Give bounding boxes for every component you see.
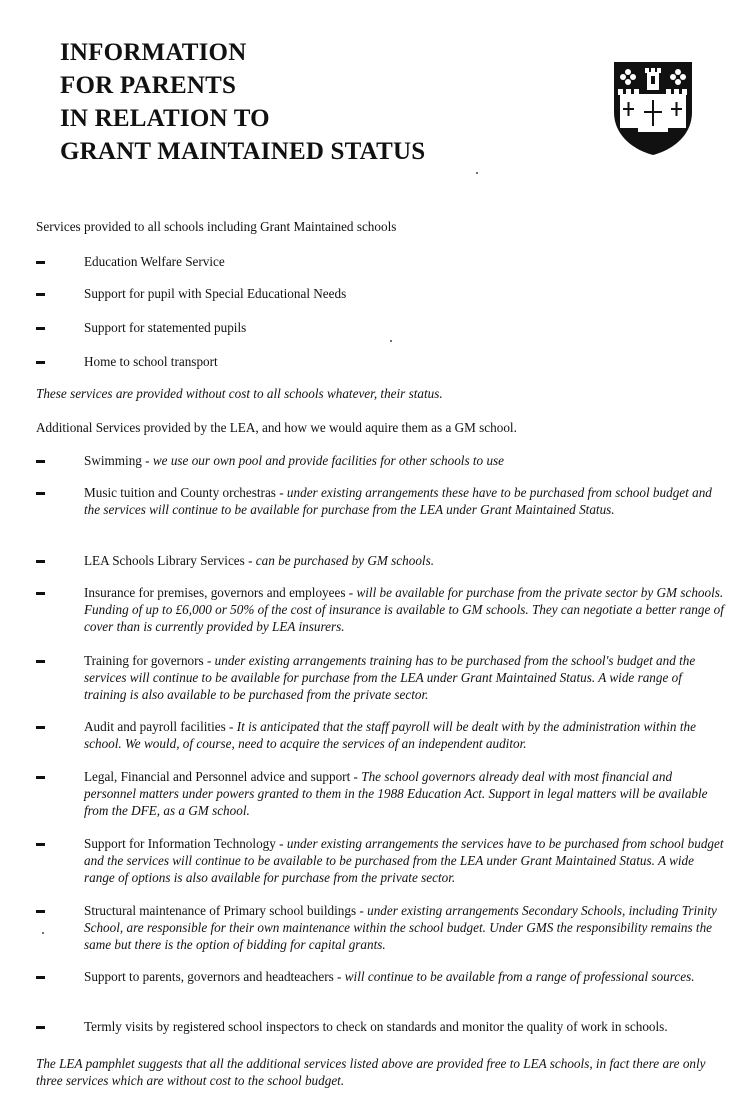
title-line: FOR PARENTS <box>60 72 237 99</box>
service-desc: we use our own pool and provide facilities for other schools to use <box>152 453 505 468</box>
bullet-dash-icon <box>36 361 45 364</box>
bullet-dash-icon <box>36 776 45 779</box>
bullet-dash-icon <box>36 492 45 495</box>
item-text: Home to school transport <box>84 354 218 369</box>
bullet-dash-icon <box>36 726 45 729</box>
service-desc: will continue to be available from a range of professional sources. <box>344 969 695 984</box>
scan-speck <box>476 172 478 174</box>
service-desc: The school governors already deal with most financial and personnel matters under powers granted to them in the 1988 Education Act. Support in legal matters will be available from the DFE, as a GM school. <box>84 769 708 818</box>
bullet-dash-icon <box>36 327 45 330</box>
section-heading: Additional Services provided by the LEA, and how we would aquire them as a GM school. <box>36 420 517 435</box>
footer-note: The LEA pamphlet suggests that all the additional services listed above are provided free to LEA schools, in fact there are only three services which are without cost to the school budget. <box>36 1056 706 1088</box>
bullet-dash-icon <box>36 293 45 296</box>
service-name: Insurance for premises, governors and employees - <box>84 585 354 600</box>
bullet-dash-icon <box>36 560 45 563</box>
bullet-dash-icon <box>36 976 45 979</box>
section-note: These services are provided without cost to all schools whatever, their status. <box>36 386 443 401</box>
service-desc: will be available for purchase from the private sector by GM schools. Funding of up to £6,000 or 50% of the cost of insurance is available to GM schools. They can negotiate a better range of cover than is currently provided by LEA insurers. <box>84 585 724 634</box>
service-desc: can be purchased by GM schools. <box>255 553 435 568</box>
bullet-dash-icon <box>36 460 45 463</box>
bullet-dash-icon <box>36 592 45 595</box>
item-text: Support for pupil with Special Educational Needs <box>84 286 347 301</box>
scan-speck <box>42 932 44 934</box>
service-desc: under existing arrangements these have to be purchased from school budget and the services will continue to be available for purchase from the LEA under Grant Maintained Status. <box>84 485 712 517</box>
service-name: Support for Information Technology - <box>84 836 284 851</box>
item-text: Support for statemented pupils <box>84 320 247 335</box>
service-name: Training for governors - <box>84 653 212 668</box>
service-name: Audit and payroll facilities - <box>84 719 234 734</box>
title-line: INFORMATION <box>60 39 247 66</box>
service-desc: It is anticipated that the staff payroll will be dealt with by the administration within the school. We would, of course, need to acquire the services of an independent auditor. <box>84 719 696 751</box>
service-desc: under existing arrangements training has to be purchased from the school's budget and the services will continue to be available for purchase from the LEA under Grant Maintained Status. A wide range of training is also available to be purchased from the private sector. <box>84 653 696 702</box>
service-name: Swimming - <box>84 453 150 468</box>
service-name: Music tuition and County orchestras - <box>84 485 284 500</box>
service-name: Termly visits by registered school inspectors to check on standards and monitor the quality of work in schools. <box>84 1019 668 1034</box>
service-desc: under existing arrangements the services have to be purchased from school budget and the services will continue to be available to be purchased from the LEA under Grant Maintained Status. A wide range of options is also available for purchase from the private sector. <box>84 836 724 885</box>
service-name: Support to parents, governors and headteachers - <box>84 969 342 984</box>
service-name: Legal, Financial and Personnel advice and support - <box>84 769 358 784</box>
bullet-dash-icon <box>36 843 45 846</box>
document-title <box>60 36 540 168</box>
service-desc: under existing arrangements Secondary Schools, including Trinity School, are responsible for their own maintenance within the school budget. Under GMS the responsibility remains the same but there is the option of bidding for capital grants. <box>84 903 717 952</box>
service-name: Structural maintenance of Primary school buildings - <box>84 903 364 918</box>
bullet-dash-icon <box>36 660 45 663</box>
section-heading: Services provided to all schools including Grant Maintained schools <box>36 219 397 234</box>
service-name: LEA Schools Library Services - <box>84 553 253 568</box>
bullet-dash-icon <box>36 1026 45 1029</box>
item-text: Education Welfare Service <box>84 254 225 269</box>
title-line: IN RELATION TO <box>60 105 270 132</box>
bullet-dash-icon <box>36 261 45 264</box>
title-line: GRANT MAINTAINED STATUS <box>60 138 426 165</box>
bullet-dash-icon <box>36 910 45 913</box>
castle-crest-icon <box>612 60 694 156</box>
scan-speck <box>390 340 392 342</box>
